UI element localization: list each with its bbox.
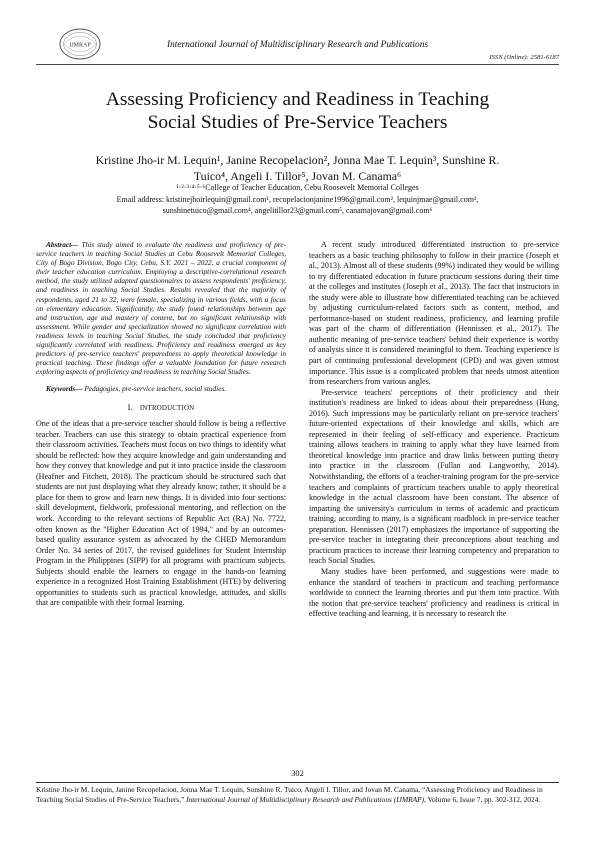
authors-line-2: Tuico⁴, Angeli I. Tillor⁵, Jovan M. Canama⁶: [193, 169, 402, 183]
paper-title: [40, 88, 555, 134]
abstract: [36, 240, 286, 376]
intro-paragraph: One of the ideas that a pre-service teacher should follow is being a reflective teacher. Teachers can use this strategy to obtain practical experience from their classroom activities. Teachers must focus on two things to identify what should be reflected: how they acquire knowledge and gain understanding and how they convey that knowledge and put it into practice inside the classroom (Heafner and Fitchett, 2018). The practicum should be structured such that students are not just displaying what they already know; rather, it should be a place for them to grow and learn new things. It is divided into four sections: skill development, fieldwork, professional mentoring, and reflection on the work. According to the relevant sections of Republic Act (RA) No. 7722, often known as the "Higher Education Act of 1994," and by an outcomes-based quality assurance system as advocated by the CHED Memorandum Order No. 34 series of 2017, the revised guidelines for Student Internship Program in the Philippines (SIPP) for all programs with practicum subjects. Subjects should enable the learners to engage in the hands-on learning experience in a recognized Host Training Establishment (HTE) by delivering opportunities to students such as practical knowledge, attitudes, and skills that are compatible with their formal learning.: [36, 419, 286, 608]
emails-line-2: sunshinetuico@gmail.com⁴, angelitillor23@gmail.com⁵, canamajovan@gmail.com⁶: [162, 205, 433, 215]
footer-divider: [36, 782, 559, 783]
authors-line-1: Kristine Jho-ir M. Lequin¹, Janine Recopelacion², Jonna Mae T. Lequin³, Sunshine R.: [95, 153, 500, 167]
issn: ISSN (Online): 2581-6187: [489, 54, 559, 61]
keywords-label: Keywords—: [46, 384, 83, 394]
citation-tail: , Volume 6, Issue 7, pp. 302-312, 2024.: [424, 794, 541, 804]
section-heading: [36, 403, 286, 415]
section-number: I.: [127, 402, 133, 412]
citation-authors: Kristine Jho-ir M. Lequin, Janine Recopelacion, Jonna Mae T. Lequin, Sunshine R. Tuico, Angeli I. Tillor, and Jovan M. Canama, “Assessing Proficiency and Readiness in Teaching Social Studies of Pre-Service Teachers,”: [36, 785, 543, 804]
body-paragraph: Pre-service teachers' perceptions of their proficiency and their institution's readiness are linked to ideas about their preparedness (Hung, 2016). Such impressions may be particularly reliant on pre-service teachers' future-oriented expectations of their knowledge and skills, which are represented in their feeling of self-efficacy and experience. Practicum training allows teachers in training to apply what they have learned from theoretical knowledge into practice and draw links between putting theory into practice in the classroom (Fullan and Langworthy, 2014). Notwithstanding, the efforts of a teacher-training program for the pre-service teachers and complaints of practicum teachers unable to apply theoretical knowledge in the actual classroom have been constant. The absence of imparting the university's curriculum in terms of academic and practicum training, according to many, is a significant roadblock in pre-service teacher preparation. Hennissen (2017) emphasizes the importance of supporting the pre-service teacher in integrating their preconceptions about teaching and practicum practices to increase their learning competency and preparation to teach Social Studies.: [309, 387, 559, 566]
keywords: [36, 384, 286, 393]
body-paragraph: Many studies have been performed, and suggestions were made to enhance the standard of teachers in practicum and teaching performance worldwide to connect the learning theories and put them into practice. With the notion that pre-service teachers' proficiency and readiness is critical in effective teaching and learning, it is necessary to research the: [309, 566, 559, 619]
right-column: [309, 240, 559, 620]
citation-journal: International Journal of Multidisciplinary Research and Publications (IJMRAP): [186, 794, 425, 804]
title-line-1: Assessing Proficiency and Readiness in Teaching: [105, 89, 490, 110]
title-line-2: Social Studies of Pre-Service Teachers: [147, 112, 448, 133]
citation: [36, 785, 559, 804]
abstract-label: Abstract—: [46, 240, 79, 249]
author-list: [40, 152, 555, 184]
emails-line-1: Email address: kristinejhoirlequin@gmail.com¹, recopelacionjanine1996@gmail.com², lequinjmae@gmail.com³,: [116, 195, 479, 204]
abstract-text: This study aimed to evaluate the readiness and proficiency of pre-service teachers in teaching Social Studies at Cebu Roosevelt Memorial Colleges, City of Bogo Division, Bogo City, Cebu, S.Y. 2021 – 2022, a crucial component of their teacher education curriculum. Employing a descriptive-correlational research method, the study utilized adapted questionnaires to assess respondents' proficiency, and readiness in teaching Social Studies. Results revealed that the majority of respondents, aged 21 to 32, were female, specializing in various fields, with a focus on elementary education. Significantly, the study found relationships between age and instruction, age and mastery of content, but no significant relationship with assessment. While gender and specialization showed no significant correlation with readiness levels in teaching Social Studies, the study concluded that proficiency significantly correlated with readiness. Proficiency and readiness emerged as key predictors of pre-service teachers' preparedness to apply theoretical knowledge in practical teaching. These findings offer a valuable foundation for future research exploring aspects of proficiency and readiness in teaching Social Studies.: [36, 240, 286, 377]
page-number: 302: [291, 769, 304, 778]
left-column: [36, 240, 286, 609]
body-paragraph: A recent study introduced differentiated instruction to pre-service teachers as a basic teaching philosophy to follow in their practice (Joseph et al., 2013). Almost all of these students (99%) indicated they would be willing to try differentiated education in future practicum sessions during their time at the colleges and institutes (Joseph et al., 2013). The fact that instructors in the study were able to illustrate how differentiated teaching can be achieved by adjusting curriculum-related factors such as content, method, and performance-based on student readiness, proficiency, and learning profile was part of the charm of differentiation (Hennissen et al., 2017). The authentic meaning of pre-service teachers' behind their experience is worthy of analysis since it is considered meaningful to them. Teaching experience is part of continuing professional development (CPD) and was given utmost importance. This issue is a complicated problem that needs utmost attention from researchers from various angles.: [309, 240, 559, 387]
section-title: INTRODUCTION: [139, 404, 195, 412]
header-divider: [36, 64, 559, 65]
affiliation: ¹·²·³·⁴·⁵·⁶College of Teacher Education, Cebu Roosevelt Memorial Colleges: [176, 183, 419, 192]
author-emails: [40, 195, 555, 216]
keywords-text: Pedagogies, pre-service teachers, social studies.: [82, 384, 227, 394]
journal-name: International Journal of Multidisciplinary Research and Publications: [166, 40, 429, 50]
logo-text: IJMRAP: [69, 42, 91, 49]
